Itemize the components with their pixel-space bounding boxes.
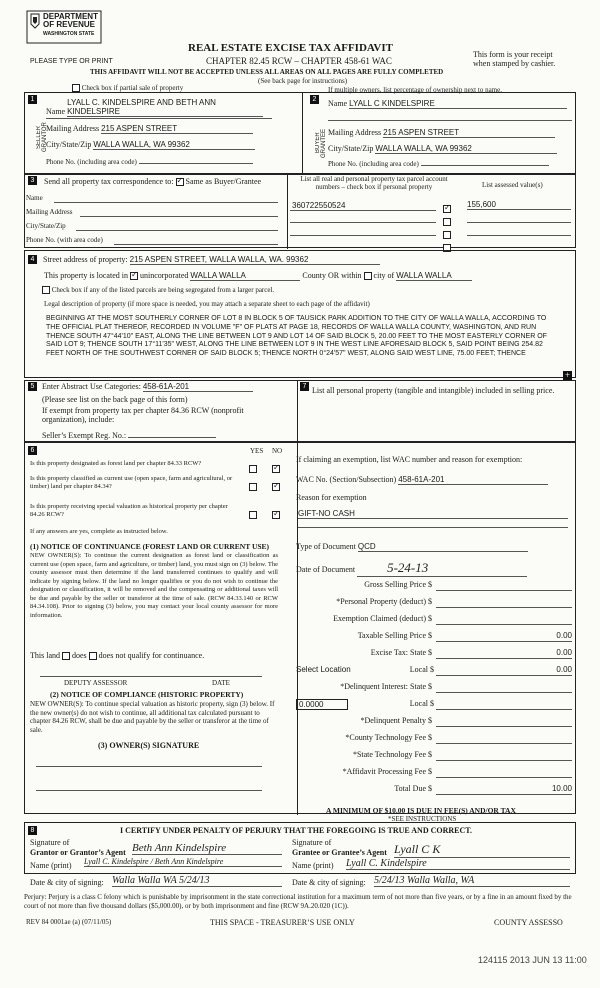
- fee-state-tech-row: [296, 750, 572, 761]
- s3-phone-field[interactable]: [114, 244, 278, 245]
- grantee-sig-label1: Signature of: [292, 838, 332, 847]
- send-correspondence-row: [44, 177, 261, 186]
- section4-number: 4: [28, 255, 37, 264]
- fee-exemption-row: [296, 614, 572, 625]
- fee-state-tech-value[interactable]: [436, 750, 572, 761]
- send-label: Send all property tax correspondence to:: [44, 177, 174, 186]
- grantee-name-label: Name (print): [292, 861, 334, 870]
- s3-city-field[interactable]: [76, 230, 278, 231]
- fee-state-tech-label: *State Technology Fee $: [352, 750, 432, 759]
- fee-total-row: [296, 784, 572, 795]
- unincorporated-checkbox[interactable]: [130, 272, 138, 280]
- please-type: PLEASE TYPE OR PRINT: [30, 58, 113, 65]
- see-list: (Please see list on the back page of this form): [42, 395, 188, 404]
- owner-signature-label: (3) OWNER(S) SIGNATURE: [98, 741, 200, 750]
- sellers-exempt-row: [42, 431, 216, 440]
- fee-affidavit-label: *Affidavit Processing Fee $: [342, 767, 432, 776]
- located-row: [44, 271, 472, 281]
- buyer-city-field[interactable]: WALLA WALLA, WA 99362: [375, 144, 557, 154]
- fee-table: [296, 580, 572, 801]
- segregated-row: [42, 286, 274, 294]
- grantee-agent-label: Grantee or Grantee’s Agent: [292, 848, 387, 857]
- fee-local2-label: Local $: [409, 699, 434, 708]
- fee-gross-row: [296, 580, 572, 591]
- sellers-exempt-field[interactable]: [128, 437, 216, 438]
- abstract-label: Enter Abstract Use Categories:: [42, 382, 141, 391]
- deputy-assessor-label: DEPUTY ASSESSOR: [64, 679, 128, 687]
- fee-affidavit-value[interactable]: [436, 767, 572, 778]
- form-title: REAL ESTATE EXCISE TAX AFFIDAVIT: [188, 42, 393, 54]
- grantee-name-field[interactable]: Lyall C. Kindelspire: [346, 858, 570, 870]
- recording-stamp: 124115 2013 JUN 13 11:00: [478, 955, 587, 965]
- grantee-date-label: Date & city of signing:: [292, 878, 366, 887]
- fee-excise-state-value[interactable]: 0.00: [436, 648, 572, 659]
- buyer-mailing-row: [328, 128, 572, 138]
- q3-no-checkbox[interactable]: [272, 506, 280, 524]
- see-instructions: *SEE INSTRUCTIONS: [388, 815, 457, 823]
- doc-type-label: Type of Document: [296, 542, 356, 551]
- street-label: Street address of property:: [43, 255, 128, 264]
- fee-delinquent-penalty-value[interactable]: [436, 716, 572, 727]
- seller-phone-row: [46, 158, 272, 166]
- fee-county-tech-label: *County Technology Fee $: [345, 733, 432, 742]
- buyer-phone-label: Phone No. (including area code): [328, 160, 419, 168]
- receipt-line1: This form is your receipt: [473, 50, 553, 59]
- doc-date-row: [296, 560, 527, 577]
- buyer-name-row: [328, 99, 572, 109]
- fee-total-label: Total Due $: [394, 784, 432, 793]
- city-of-label: city of: [373, 271, 395, 280]
- exempt-text: If exempt from property tax per chapter 84.36 RCW (nonprofit organization), include:: [42, 406, 244, 424]
- does-not-checkbox[interactable]: [89, 652, 97, 660]
- fee-local-label: Local $: [409, 665, 434, 674]
- fee-local-row: [296, 665, 572, 676]
- fee-total-value[interactable]: 10.00: [436, 784, 572, 795]
- no-label: NO: [272, 447, 283, 455]
- grantor-name-field[interactable]: Lyall C. Kindelspire / Beth Ann Kindelspire: [84, 857, 282, 867]
- buyer-mailing-field[interactable]: 215 ASPEN STREET: [383, 128, 555, 138]
- fee-personal-row: [296, 597, 572, 608]
- q1-no-checkbox[interactable]: [272, 460, 280, 478]
- owner-signature-line-2[interactable]: [36, 790, 262, 791]
- certify-text: I CERTIFY UNDER PENALTY OF PERJURY THAT THE FOREGOING IS TRUE AND CORRECT.: [120, 826, 473, 835]
- yes-label: YES: [250, 447, 264, 455]
- seller-city-field[interactable]: WALLA WALLA, WA 99362: [93, 140, 255, 150]
- treasurer-use: THIS SPACE - TREASURER’S USE ONLY: [210, 918, 355, 927]
- form-warning: THIS AFFIDAVIT WILL NOT BE ACCEPTED UNLESS ALL AREAS ON ALL PAGES ARE FULLY COMPLETED: [90, 68, 444, 76]
- reason-field[interactable]: GIFT-NO CASH: [298, 509, 568, 519]
- s3-city-label: City/State/Zip: [26, 222, 66, 230]
- legal-description[interactable]: BEGINNING AT THE MOST SOUTHERLY CORNER OF LOT 8 IN BLOCK 5 OF TAUSICK PARK ADDITION TO THE CITY OF WALLA WALLA, ACCORDING TO THE OFFICIAL PLAT THEREOF, RECORDED IN VOLUME "F" OF PLATS AT PAGE 18, RECORDS OF WALLA WALLA COUNTY, WASHINGTON, AND RUN THENCE SOUTH 47°44'10" EAST, ALONG THE LINE BETWEEN LOT 9 AND LOT 14 OF SAID BLOCK 5, 20.00 FEET TO THE MOST EASTERLY CORNER OF SAID LOT 9; THENCE SOUTH 17°11'35" WEST, ALONG THE LINE BETWEEN LOT 9 IN THE WEST LINE AFORESAID BLOCK 5, SAID POINT BEING 254.82 FEET NORTH OF THE SOUTHWEST CORNER OF SAID BLOCK 5; THENCE NORTH 0°24'57" WEST, ALONG SAID WEST LINE, 75.00 FEET; THENCE: [46, 315, 547, 358]
- fee-taxable-label: Taxable Selling Price $: [357, 631, 432, 640]
- s3-name-field[interactable]: [54, 202, 278, 203]
- wac-label: WAC No. (Section/Subsection): [296, 475, 397, 484]
- notice1-text: NEW OWNER(S): To continue the current designation as forest land or classification as current use (open space, farm and agriculture, or timber) land, you must sign on (3) below. The county assessor must then determine if the land transferred continues to qualify and will indicate by signing below. If the land no longer qualifies or you do not wish to continue the designation or classification, it will be removed and the compensating or additional taxes will be due and payable by the seller or transferor at the time of sale. (RCW 84.33.140 or RCW 84.34.108). Prior to signing (3) below, you may contact your local county assessor for more information.: [30, 552, 278, 619]
- buyer-side-label: BUYER GRANTEE: [315, 128, 327, 158]
- fee-delinquent-state-row: [296, 682, 572, 693]
- rev-number: REV 84 0001ae (a) (07/11/05): [26, 918, 112, 926]
- dept-line1: DEPARTMENT: [43, 12, 98, 21]
- grantor-sig-label1: Signature of: [30, 838, 70, 847]
- seller-name-row: [46, 98, 272, 117]
- fee-affidavit-row: [296, 767, 572, 778]
- abstract-row: [42, 382, 253, 392]
- qualify-label: qualify for continuance.: [127, 651, 205, 660]
- section5-number: 5: [28, 382, 37, 391]
- does-checkbox[interactable]: [62, 652, 70, 660]
- s3-mailing-field[interactable]: [80, 216, 278, 217]
- receipt-line2: when stamped by cashier.: [473, 59, 556, 68]
- form-chapter: CHAPTER 82.45 RCW – CHAPTER 458-61 WAC: [206, 56, 392, 66]
- section8-number: 8: [28, 826, 37, 835]
- segregated-checkbox[interactable]: [42, 286, 50, 294]
- buyer-city-label: City/State/Zip: [328, 144, 374, 153]
- notice2-text: NEW OWNER(S): To continue special valuation as historic property, sign (3) below. If the new owner(s) do not wish to continue, all additional tax calculated pursuant to chapter 84.26 RCW, shall be due and payable by the seller or transferor at the time of sale.: [30, 700, 275, 734]
- select-location-dropdown[interactable]: Select Location: [296, 665, 351, 674]
- fee-local2-row: [296, 699, 572, 710]
- minimum-due: A MINIMUM OF $10.00 IS DUE IN FEE(S) AND/OR TAX: [326, 806, 516, 815]
- fee-gross-value[interactable]: [436, 580, 572, 591]
- abstract-field[interactable]: 458-61A-201: [143, 382, 253, 392]
- buyer-mailing-label: Mailing Address: [328, 128, 382, 137]
- doc-date-field[interactable]: 5-24-13: [357, 560, 527, 577]
- doc-type-field[interactable]: QCD: [358, 542, 528, 552]
- s3-mailing-row: [26, 208, 282, 216]
- deputy-date-label: DATE: [212, 679, 230, 687]
- if-yes-text: If any answers are yes, complete as instructed below.: [30, 528, 168, 535]
- s3-name-label: Name: [26, 194, 43, 202]
- section7-number: 7: [300, 382, 309, 391]
- grantor-date-label: Date & city of signing:: [30, 878, 104, 887]
- city-of-checkbox[interactable]: [364, 272, 372, 280]
- q2-no-checkbox[interactable]: [272, 478, 280, 496]
- doc-type-row: [296, 542, 528, 552]
- s3-city-row: [26, 222, 282, 230]
- fee-taxable-value[interactable]: 0.00: [436, 631, 572, 642]
- wac-row: [296, 475, 548, 485]
- buyer-phone-row: [328, 160, 572, 168]
- fee-local-value[interactable]: 0.00: [436, 665, 572, 676]
- s3-phone-label: Phone No. (with area code): [26, 236, 103, 244]
- dept-line2: OF REVENUE: [43, 20, 96, 29]
- fee-exemption-value[interactable]: [436, 614, 572, 625]
- same-as-label: Same as Buyer/Grantee: [185, 177, 262, 186]
- buyer-city-row: [328, 144, 572, 154]
- city-field[interactable]: WALLA WALLA: [396, 271, 472, 281]
- county-assessor: COUNTY ASSESSO: [494, 918, 563, 927]
- buyer-phone-field[interactable]: [421, 165, 549, 166]
- grantee-signature[interactable]: Lyall C K: [394, 842, 570, 858]
- grantee-date-field[interactable]: 5/24/13 Walla Walla, WA: [374, 875, 570, 887]
- local-rate-input[interactable]: 0.0000: [296, 699, 348, 710]
- s3-phone-row: [26, 236, 282, 244]
- same-as-buyer-checkbox[interactable]: [176, 178, 184, 186]
- fee-excise-state-row: [296, 648, 572, 659]
- county-or-label: County OR within: [302, 271, 362, 280]
- section3-number: 3: [28, 176, 37, 185]
- q1-label: Is this property designated as forest land per chapter 84.33 RCW?: [30, 460, 202, 467]
- segregated-label: Check box if any of the listed parcels are being segregated from a larger parcel.: [51, 286, 275, 294]
- seller-name-field[interactable]: LYALL C. KINDELSPIRE AND BETH ANN KINDELSPIRE: [67, 98, 263, 117]
- seller-side-label: SELLER GRANTOR: [36, 122, 48, 152]
- wac-field[interactable]: 458-61A-201: [398, 475, 548, 485]
- grantor-name-label: Name (print): [30, 861, 72, 870]
- reason-label: Reason for exemption: [296, 493, 367, 502]
- continuance-row: [30, 651, 204, 660]
- seller-city-row: [46, 140, 272, 150]
- fee-personal-value[interactable]: [436, 597, 572, 608]
- expand-plus-icon[interactable]: +: [564, 370, 571, 380]
- sellers-exempt-label: Seller’s Exempt Reg. No.:: [42, 431, 127, 440]
- personal-property-label: List all personal property (tangible and intangible) included in selling price.: [312, 386, 555, 395]
- assessed-value[interactable]: 155,600: [467, 200, 571, 210]
- street-field[interactable]: 215 ASPEN STREET, WALLA WALLA, WA. 99362: [130, 255, 380, 265]
- legal-label: Legal description of property (if more space is needed, you may attach a separate sheet to each page of the affidavit): [44, 300, 370, 308]
- does-label: does: [72, 651, 87, 660]
- buyer-name-field[interactable]: LYALL C KINDELSPIRE: [349, 99, 567, 109]
- section1-number: 1: [28, 95, 37, 104]
- fee-delinquent-state-label: *Delinquent Interest: State $: [340, 682, 432, 691]
- fee-gross-label: Gross Selling Price $: [364, 580, 432, 589]
- partial-sale-label: Check box if partial sale of property: [81, 84, 184, 92]
- section6-number: 6: [28, 446, 37, 455]
- fee-local2-value[interactable]: [436, 699, 572, 710]
- grantor-agent-label: Grantor or Grantor’s Agent: [30, 848, 126, 857]
- notice2-title: (2) NOTICE OF COMPLIANCE (HISTORIC PROPERTY): [50, 690, 244, 699]
- fee-delinquent-penalty-label: *Delinquent Penalty $: [360, 716, 432, 725]
- parcel-number[interactable]: 360722550524: [292, 201, 346, 210]
- q3-label: Is this property receiving special valuation as historical property per chapter 84.26 RCW?: [30, 503, 228, 518]
- grantor-date-field[interactable]: Walla Walla WA 5/24/13: [112, 875, 282, 887]
- dept-line3: WASHINGTON STATE: [43, 31, 95, 37]
- seller-mailing-row: [46, 124, 272, 134]
- q1-yes-checkbox[interactable]: [249, 460, 257, 478]
- grantor-signature[interactable]: Beth Ann Kindelspire: [132, 842, 282, 855]
- owner-signature-line-1[interactable]: [36, 766, 262, 767]
- seller-mailing-label: Mailing Address: [46, 124, 100, 133]
- q2-label: Is this property classified as current use (open space, farm and agricultural, or timber) land per chapter 84.34?: [30, 475, 233, 490]
- fee-delinquent-state-value[interactable]: [436, 682, 572, 693]
- seller-name-label: Name: [46, 107, 66, 116]
- fee-county-tech-row: [296, 733, 572, 744]
- seller-city-label: City/State/Zip: [46, 140, 92, 149]
- buyer-name-label: Name: [328, 99, 348, 108]
- fee-excise-state-label: Excise Tax: State $: [370, 648, 432, 657]
- parcel-header: List all real and personal property tax parcel account numbers – check box if personal property: [300, 175, 448, 191]
- seller-phone-label: Phone No. (including area code): [46, 158, 137, 166]
- claim-label: If claiming an exemption, list WAC number and reason for exemption:: [296, 455, 523, 464]
- fee-personal-label: *Personal Property (deduct) $: [336, 597, 432, 606]
- multiple-owners: If multiple owners, list percentage of ownership next to name.: [328, 86, 502, 94]
- section2-number: 2: [310, 95, 319, 104]
- s3-mailing-label: Mailing Address: [26, 208, 73, 216]
- seller-phone-field[interactable]: [139, 163, 253, 164]
- see-back: (See back page for instructions): [258, 77, 348, 85]
- fee-county-tech-value[interactable]: [436, 733, 572, 744]
- s3-name-row: [26, 194, 282, 202]
- county-field[interactable]: WALLA WALLA: [190, 271, 300, 281]
- located-label: This property is located in: [44, 271, 128, 280]
- assessed-header: List assessed value(s): [482, 181, 543, 189]
- q2-yes-checkbox[interactable]: [249, 478, 257, 496]
- perjury-text: Perjury: Perjury is a class C felony which is punishable by imprisonment in the state correctional institution for a maximum term of not more than five years, or by a fine in an amount fixed by the court of not more than five thousand dollars ($5,000.00), or by both imprisonment and fine (RCW 9A.20.020 (1C)).: [24, 893, 572, 910]
- fee-delinquent-penalty-row: [296, 716, 572, 727]
- dor-logo: [26, 10, 102, 44]
- doc-date-label: Date of Document: [296, 565, 356, 574]
- seller-mailing-field[interactable]: 215 ASPEN STREET: [101, 124, 253, 134]
- notice1-title: (1) NOTICE OF CONTINUANCE (FOREST LAND OR CURRENT USE): [30, 542, 270, 551]
- this-land-label: This land: [30, 651, 60, 660]
- q3-yes-checkbox[interactable]: [249, 506, 257, 524]
- fee-taxable-row: [296, 631, 572, 642]
- does-not-label: does not: [98, 651, 126, 660]
- street-row: [43, 255, 380, 265]
- fee-exemption-label: Exemption Claimed (deduct) $: [333, 614, 432, 623]
- unincorporated-label: unincorporated: [139, 271, 189, 280]
